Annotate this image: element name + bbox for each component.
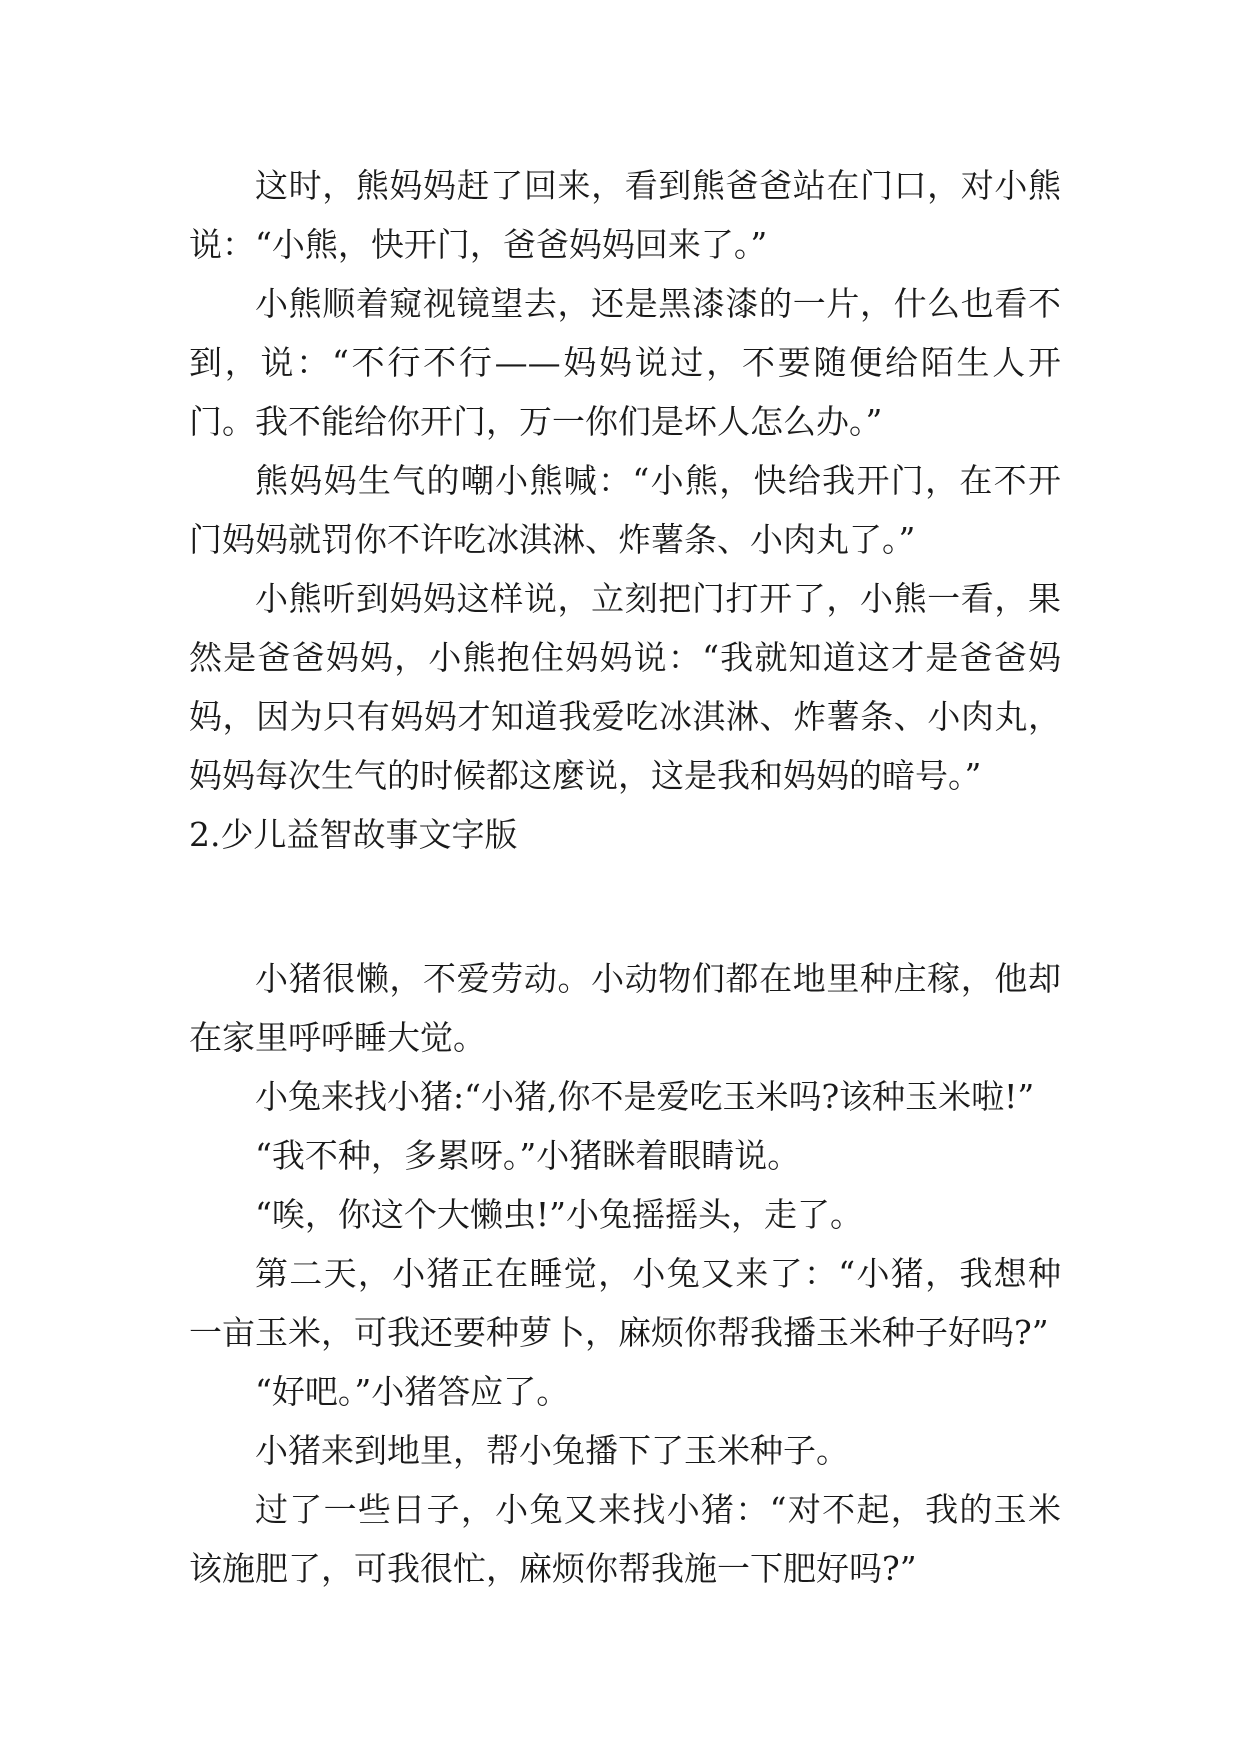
document-body — [189, 156, 1061, 1598]
paragraph: 小熊顺着窥视镜望去，还是黑漆漆的一片，什么也看不到，说：“不行不行——妈妈说过，不要随便给陌生人开门。我不能给你开门，万一你们是坏人怎么办。” — [189, 284, 1061, 441]
paragraph: “我不种，多累呀。”小猪眯着眼睛说。 — [255, 1136, 801, 1175]
paragraph: 小猪很懒，不爱劳动。小动物们都在地里种庄稼，他却在家里呼呼睡大觉。 — [189, 959, 1061, 1057]
section-heading: 2.少儿益智故事文字版 — [189, 815, 518, 854]
paragraph: 小猪来到地里，帮小兔播下了玉米种子。 — [255, 1431, 849, 1470]
paragraph: 第二天，小猪正在睡觉，小兔又来了：“小猪，我想种一亩玉米，可我还要种萝卜，麻烦你帮我播玉米种子好吗?” — [189, 1254, 1061, 1352]
paragraph: “唉，你这个大懒虫!”小兔摇摇头，走了。 — [255, 1195, 864, 1234]
paragraph: 熊妈妈生气的嘲小熊喊：“小熊，快给我开门，在不开门妈妈就罚你不许吃冰淇淋、炸薯条、小肉丸了。” — [189, 461, 1061, 559]
paragraph: 小熊听到妈妈这样说，立刻把门打开了，小熊一看，果然是爸爸妈妈，小熊抱住妈妈说：“我就知道这才是爸爸妈妈，因为只有妈妈才知道我爱吃冰淇淋、炸薯条、小肉丸，妈妈每次生气的时候都这麼说，这是我和妈妈的暗号。” — [189, 579, 1061, 795]
paragraph: “好吧。”小猪答应了。 — [255, 1372, 570, 1411]
paragraph: 这时，熊妈妈赶了回来，看到熊爸爸站在门口，对小熊说：“小熊，快开门，爸爸妈妈回来了。” — [189, 166, 1061, 264]
paragraph: 小兔来找小猪:“小猪,你不是爱吃玉米吗?该种玉米啦!” — [255, 1077, 1035, 1116]
spacer — [189, 864, 1061, 949]
paragraph: 过了一些日子，小兔又来找小猪：“对不起，我的玉米该施肥了，可我很忙，麻烦你帮我施一下肥好吗?” — [189, 1490, 1061, 1588]
